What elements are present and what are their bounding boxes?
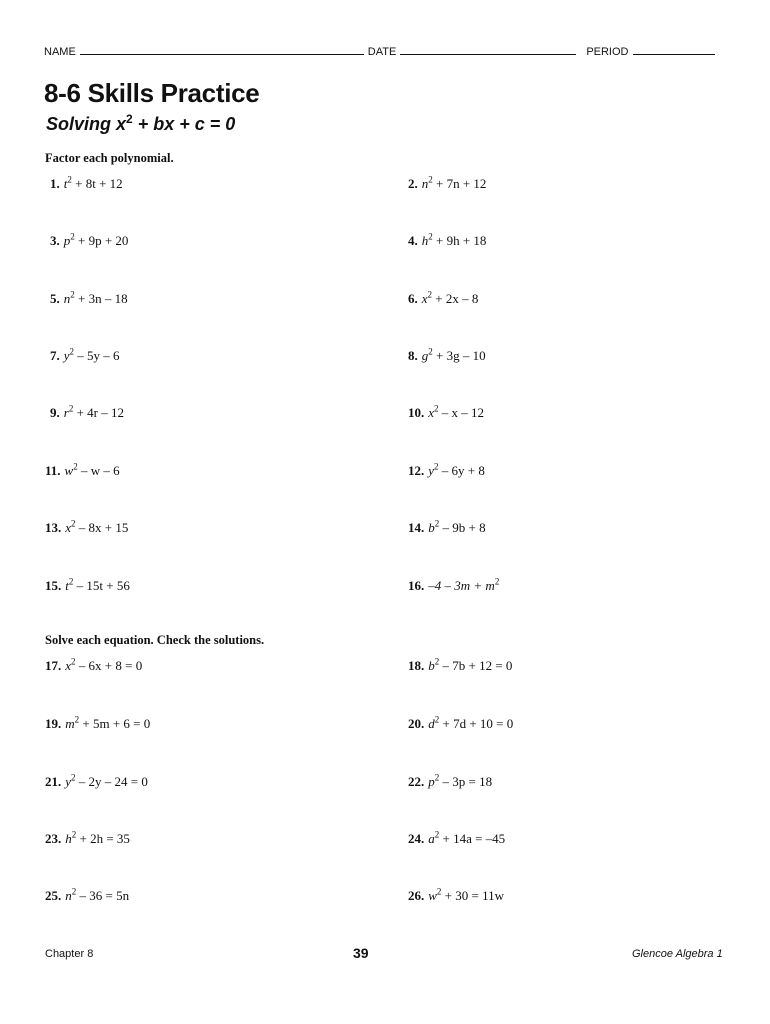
expression-rest: – w – 6: [77, 463, 120, 478]
expression-rest: + 2h = 35: [76, 831, 130, 846]
problem-number: 11.: [45, 463, 61, 478]
page-number: 39: [353, 945, 369, 961]
expression-base: x: [65, 658, 72, 673]
page-title: 8-6 Skills Practice: [44, 78, 260, 108]
expression-base: y: [428, 463, 435, 478]
expression-exponent: 2: [71, 829, 77, 840]
student-info-header: [44, 46, 726, 58]
problem-expression: [428, 774, 492, 789]
expression-rest: + 2x – 8: [432, 291, 479, 306]
problem-expression: [64, 348, 120, 363]
problem-number: 24.: [408, 831, 425, 846]
expression-exponent: 2: [434, 772, 440, 783]
problem-number: 1.: [50, 176, 60, 191]
expression-rest: + 7n + 12: [432, 176, 487, 191]
problem-item: [45, 888, 129, 904]
problem-expression: [64, 405, 124, 420]
expression-rest: + 7d + 10 = 0: [439, 716, 514, 731]
problem-expression: [65, 716, 150, 731]
expression-base: b: [428, 520, 435, 535]
expression-exponent: 2: [434, 518, 440, 529]
problem-number: 4.: [408, 233, 418, 248]
problem-number: 13.: [45, 520, 62, 535]
problem-number: 10.: [408, 405, 425, 420]
expression-exponent: 2: [73, 461, 78, 472]
expression-rest: – 2y – 24 = 0: [75, 774, 148, 789]
problem-expression: [428, 658, 512, 673]
problem-number: 14.: [408, 520, 425, 535]
problem-number: 9.: [50, 405, 60, 420]
expression-rest: – 9b + 8: [439, 520, 486, 535]
problem-expression: [65, 520, 128, 535]
problem-expression: [65, 658, 142, 673]
problem-item: [408, 291, 478, 307]
expression-base: x: [428, 405, 435, 420]
expression-exponent: 2: [434, 403, 439, 414]
expression-rest: + 8t + 12: [71, 176, 123, 191]
problem-item: [408, 658, 512, 674]
expression-rest: + 3g – 10: [432, 348, 486, 363]
problem-number: 26.: [408, 888, 425, 903]
expression-exponent: 2: [428, 346, 433, 357]
expression-base: t: [63, 176, 68, 191]
expression-base: g: [421, 348, 429, 363]
expression-exponent: 2: [494, 576, 500, 587]
expression-base: h: [65, 831, 72, 846]
problem-expression: [65, 463, 120, 478]
problem-item: [45, 463, 120, 479]
expression-exponent: 2: [69, 346, 75, 357]
expression-base: t: [65, 578, 69, 593]
problem-expression: [422, 291, 479, 306]
problem-expression: [64, 291, 128, 306]
expression-rest: + 5m + 6 = 0: [79, 716, 151, 731]
expression-rest: – 6y + 8: [438, 463, 485, 478]
expression-rest: – 8x + 15: [75, 520, 129, 535]
expression-rest: – 3p = 18: [439, 774, 493, 789]
name-blank[interactable]: [80, 46, 364, 55]
problem-item: [45, 578, 130, 594]
subtitle-lead: Solving x: [46, 114, 127, 134]
expression-base: a: [428, 831, 435, 846]
expression-base: –4 – 3m + m: [428, 578, 495, 593]
problem-item: [45, 520, 128, 536]
expression-rest: + 4r – 12: [73, 405, 124, 420]
problem-item: [50, 176, 123, 192]
problem-number: 16.: [408, 578, 425, 593]
subtitle-rest: + bx + c = 0: [132, 114, 236, 134]
problem-item: [408, 176, 486, 192]
expression-base: n: [63, 291, 71, 306]
problem-item: [408, 348, 486, 364]
problem-item: [45, 716, 150, 732]
problem-expression: [428, 888, 504, 903]
expression-base: y: [65, 774, 72, 789]
problem-number: 3.: [50, 233, 60, 248]
problem-number: 17.: [45, 658, 62, 673]
problem-expression: [65, 888, 129, 903]
subtitle-exponent: 2: [126, 112, 133, 126]
problem-expression: [428, 520, 485, 535]
problem-expression: [64, 176, 123, 191]
expression-base: n: [65, 888, 72, 903]
expression-rest: + 3n – 18: [74, 291, 128, 306]
problem-number: 25.: [45, 888, 62, 903]
expression-exponent: 2: [434, 829, 440, 840]
date-label: DATE: [367, 46, 397, 58]
chapter-label: Chapter 8: [45, 948, 94, 960]
problem-item: [45, 831, 130, 847]
problem-item: [50, 233, 128, 249]
problem-item: [50, 405, 124, 421]
expression-exponent: 2: [71, 656, 76, 667]
problem-item: [50, 348, 120, 364]
expression-exponent: 2: [70, 289, 75, 300]
expression-base: x: [421, 291, 428, 306]
problem-number: 15.: [45, 578, 62, 593]
problem-item: [408, 774, 492, 790]
problem-item: [408, 888, 504, 904]
problem-number: 7.: [50, 348, 60, 363]
expression-rest: – x – 12: [438, 405, 485, 420]
expression-base: b: [428, 658, 435, 673]
problem-number: 12.: [408, 463, 425, 478]
expression-exponent: 2: [434, 714, 440, 725]
expression-rest: + 14a = –45: [439, 831, 506, 846]
expression-exponent: 2: [71, 886, 77, 897]
problem-expression: [65, 774, 148, 789]
expression-base: p: [428, 774, 435, 789]
expression-rest: – 6x + 8 = 0: [75, 658, 143, 673]
expression-base: x: [65, 520, 72, 535]
problem-expression: [428, 405, 484, 420]
problem-number: 18.: [408, 658, 425, 673]
problem-number: 19.: [45, 716, 62, 731]
problem-expression: [422, 233, 487, 248]
problem-item: [45, 658, 142, 674]
expression-rest: + 9p + 20: [74, 233, 129, 248]
problem-expression: [65, 831, 130, 846]
expression-rest: – 15t + 56: [73, 578, 130, 593]
expression-base: w: [428, 888, 437, 903]
problem-item: [408, 233, 486, 249]
problem-expression: [422, 176, 487, 191]
problem-item: [408, 405, 484, 421]
expression-exponent: 2: [67, 174, 72, 185]
section-heading-factor: Factor each polynomial.: [45, 151, 174, 165]
problem-number: 20.: [408, 716, 425, 731]
problem-item: [408, 716, 513, 732]
problem-expression: [428, 578, 499, 593]
expression-base: h: [421, 233, 429, 248]
expression-rest: + 9h + 18: [432, 233, 487, 248]
expression-base: d: [428, 716, 435, 731]
expression-base: p: [63, 233, 71, 248]
expression-base: m: [65, 716, 75, 731]
expression-exponent: 2: [71, 518, 76, 529]
problem-item: [50, 291, 128, 307]
problem-number: 2.: [408, 176, 418, 191]
expression-exponent: 2: [74, 714, 80, 725]
problem-item: [408, 831, 505, 847]
date-blank[interactable]: [400, 46, 576, 55]
period-label: PERIOD: [586, 46, 629, 58]
expression-rest: – 5y – 6: [74, 348, 120, 363]
page-subtitle: [46, 112, 235, 135]
problem-number: 22.: [408, 774, 425, 789]
expression-exponent: 2: [70, 231, 75, 242]
expression-exponent: 2: [436, 886, 442, 897]
problem-number: 6.: [408, 291, 418, 306]
expression-exponent: 2: [68, 576, 74, 587]
section-heading-solve: Solve each equation. Check the solutions.: [45, 633, 265, 647]
problem-number: 23.: [45, 831, 62, 846]
problem-item: [408, 463, 485, 479]
problem-expression: [428, 463, 485, 478]
book-title: Glencoe Algebra 1: [632, 948, 723, 960]
name-label: NAME: [44, 46, 76, 58]
problem-number: 5.: [50, 291, 60, 306]
problem-expression: [422, 348, 486, 363]
expression-exponent: 2: [427, 289, 433, 300]
problem-expression: [428, 716, 513, 731]
period-blank[interactable]: [633, 46, 715, 55]
expression-base: n: [421, 176, 429, 191]
expression-exponent: 2: [434, 656, 440, 667]
problem-item: [408, 578, 499, 594]
problem-number: 21.: [45, 774, 62, 789]
problem-item: [45, 774, 148, 790]
problem-expression: [64, 233, 129, 248]
expression-exponent: 2: [434, 461, 439, 472]
expression-rest: + 30 = 11w: [441, 888, 504, 903]
expression-exponent: 2: [428, 231, 433, 242]
problem-item: [408, 520, 486, 536]
expression-rest: – 7b + 12 = 0: [439, 658, 513, 673]
expression-base: r: [63, 405, 69, 420]
problem-expression: [65, 578, 130, 593]
expression-exponent: 2: [68, 403, 74, 414]
problem-number: 8.: [408, 348, 418, 363]
expression-base: y: [63, 348, 70, 363]
problem-expression: [428, 831, 505, 846]
expression-exponent: 2: [428, 174, 433, 185]
expression-exponent: 2: [71, 772, 76, 783]
expression-base: w: [64, 463, 74, 478]
expression-rest: – 36 = 5n: [76, 888, 130, 903]
